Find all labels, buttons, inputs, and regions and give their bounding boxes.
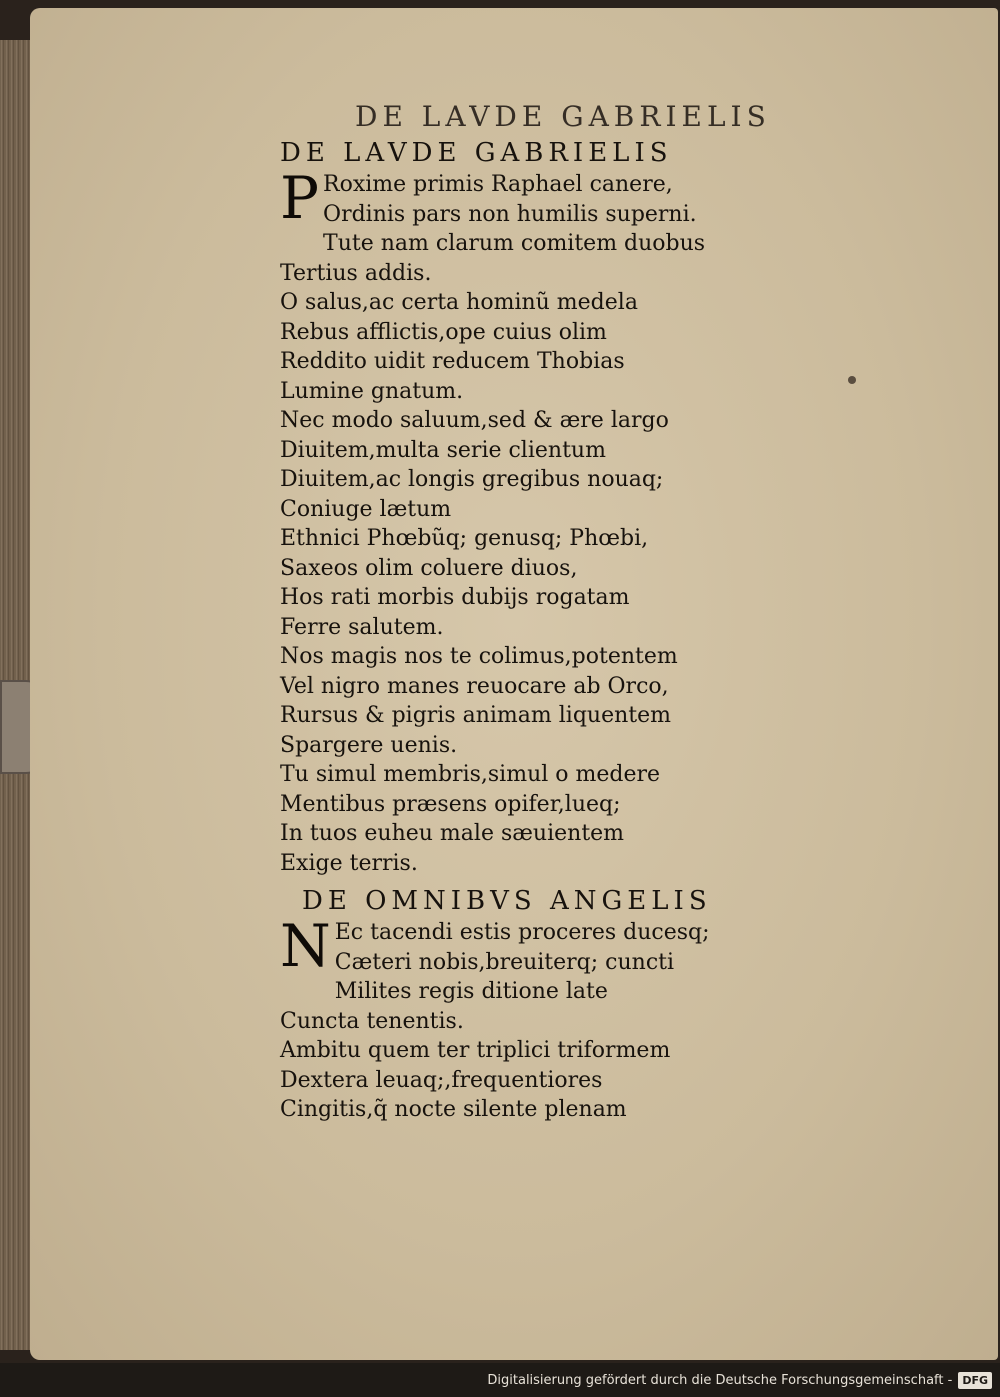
- poem-line: Spargere uenis.: [280, 732, 458, 758]
- poem-line: Cingitis,q̃ nocte silente plenam: [280, 1097, 627, 1122]
- stanza-opening: [280, 164, 790, 232]
- poem-line: Coniuge lætum: [280, 496, 452, 522]
- poem-line: In tuos euheu male sæuientem: [280, 821, 625, 846]
- poem-line: Diuitem,multa serie clientum: [280, 437, 606, 463]
- poem-line: Roxime primis Raphael canere,: [323, 172, 673, 197]
- poem-line: Hos rati morbis dubijs rogatam: [280, 585, 630, 610]
- book-page: [30, 8, 998, 1360]
- poem-line: Ethnici Phœbũq; genusq; Phœbi,: [280, 526, 649, 551]
- poem-line: Tertius addis.: [280, 260, 432, 286]
- poem-line: O salus,ac certa hominũ medela: [280, 290, 638, 315]
- section-heading-angelis: DE OMNIBVS ANGELIS: [302, 886, 712, 916]
- stanza-opening: [280, 912, 790, 980]
- poem-line: Milites regis ditione late: [334, 979, 608, 1004]
- poem-line: Dextera leuaq;,frequentiores: [280, 1067, 603, 1093]
- poem-line: Tute nam clarum comitem duobus: [323, 231, 706, 256]
- poem-line: Mentibus præsens opifer,lueq;: [280, 791, 621, 817]
- poem-line: Cæteri nobis,breuiterq; cuncti: [334, 949, 675, 975]
- poem-line: Exige terris.: [280, 850, 418, 876]
- section-heading-gabrielis: DE LAVDE GABRIELIS: [280, 138, 673, 168]
- poem-text-block: [280, 136, 790, 1125]
- poem-line: Ferre salutem.: [280, 614, 444, 640]
- drop-capital: P: [280, 164, 320, 232]
- poem-line: Reddito uidit reducem Thobias: [280, 349, 625, 374]
- footer-credit-text: Digitalisierung gefördert durch die Deutsche Forschungsgemeinschaft -: [487, 1372, 953, 1388]
- poem-line: Ec tacendi estis proceres ducesq;: [334, 920, 710, 945]
- bleed-through-text: [770, 148, 998, 405]
- ink-blot: [848, 376, 856, 384]
- poem-line: Rebus afflictis,ope cuius olim: [280, 319, 607, 345]
- poem-line: Lumine gnatum.: [280, 378, 464, 404]
- poem-line: Saxeos olim coluere diuos,: [280, 555, 578, 581]
- offset-heading: DE LAVDE GABRIELIS: [355, 100, 771, 133]
- dfg-logo: DFG: [958, 1372, 992, 1389]
- poem-line: Ambitu quem ter triplici triformem: [280, 1038, 671, 1063]
- drop-capital: N: [280, 912, 331, 980]
- poem-line: Diuitem,ac longis gregibus nouaq;: [280, 467, 664, 492]
- digitization-footer: [0, 1363, 1000, 1397]
- poem-line: Rursus & pigris animam liquentem: [280, 703, 671, 728]
- poem-line: Vel nigro manes reuocare ab Orco,: [280, 673, 669, 699]
- poem-line: Nos magis nos te colimus,potentem: [280, 644, 678, 669]
- poem-line: Cuncta tenentis.: [280, 1008, 464, 1034]
- poem-line: Nec modo saluum,sed & ære largo: [280, 408, 669, 433]
- poem-line: Tu simul membris,simul o medere: [280, 762, 661, 787]
- poem-line: Ordinis pars non humilis superni.: [323, 201, 697, 227]
